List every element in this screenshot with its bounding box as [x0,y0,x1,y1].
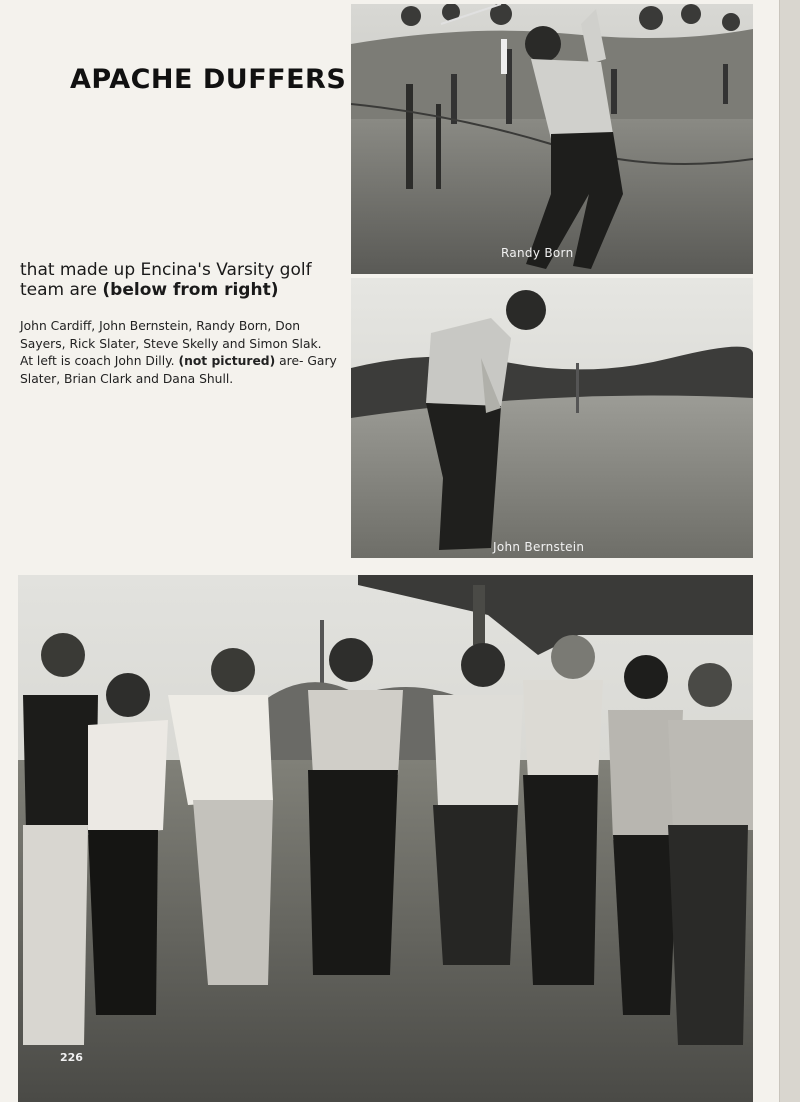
lead-plain: that made up Encina's Varsity golf team are [20,260,312,300]
lead-text [20,260,340,300]
lead-bold: (below from right) [102,280,279,300]
caption-bold: (not pictured) [178,354,276,368]
page-number: 226 [60,1051,83,1064]
photo-john-bernstein [351,278,753,558]
photo-randy-born [351,4,753,274]
caption-text-1: John Cardiff, John Bernstein, Randy Born, Don Sayers, Rick Slater, Steve Skelly and Simon Slak. At left is coach John Dilly. [20,319,322,368]
photo-label-top: Randy Born [501,246,574,260]
page-headline: APACHE DUFFERS [70,64,347,95]
photo-caption [20,318,338,388]
caption-text-2: are- Gary Slater, Brian Clark and Dana Shull. [20,354,337,386]
photo-label-middle: John Bernstein [493,540,585,554]
golfer-address-illustration [351,278,753,558]
photo-team-group [18,575,753,1102]
team-group-illustration [18,575,753,1102]
golfer-swing-illustration [351,4,753,274]
page-edge [779,0,800,1102]
